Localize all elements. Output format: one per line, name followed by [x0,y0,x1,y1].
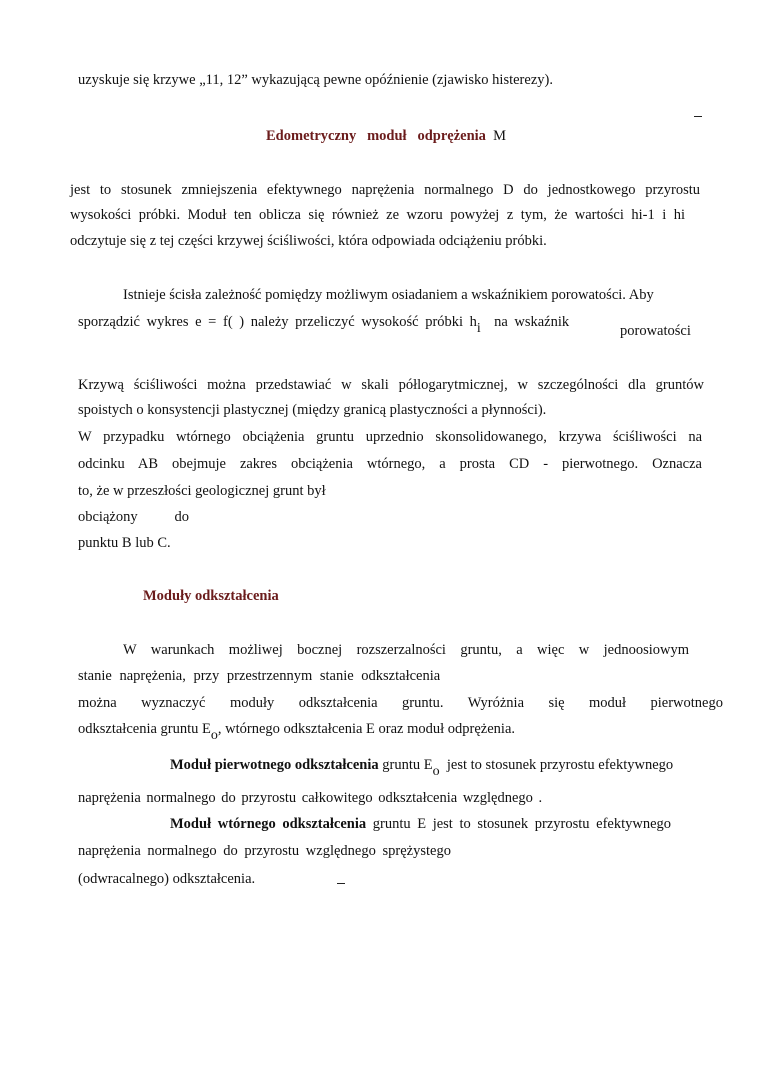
text-fragment: gruntu E [382,757,433,773]
subscript-i: i [476,321,481,336]
section-heading-moduli: Moduły odkształcenia [143,588,279,604]
section-heading-edometric [266,127,506,145]
text-fragment: odkształcenia gruntu E [78,721,211,737]
term-primary-modulus: Moduł pierwotnego odkształcenia [170,757,379,773]
paragraph-line: W warunkach możliwej bocznej rozszerzalności gruntu, a więc w jednoosiowym [123,642,689,658]
paragraph-line: odcinku AB obejmuje zakres obciążenia wtórnego, a prosta CD - pierwotnego. Oznacza [78,456,702,472]
paragraph-line: obciążony do [78,509,189,525]
paragraph-line [78,313,570,336]
symbol-m: M [493,128,507,144]
heading-word: Edometryczny [266,128,357,144]
dash-mark [694,116,702,117]
term-secondary-modulus: Moduł wtórnego odkształcenia [170,816,367,832]
text-fragment: porowatości [620,323,691,339]
paragraph-line: jest to stosunek zmniejszenia efektywnego naprężenia normalnego D do jednostkowego przyrostu [70,182,700,198]
paragraph-line: Krzywą ściśliwości można przedstawiać w skali półlogarytmicznej, w szczególności dla gruntów [78,377,704,393]
text-fragment: na wskaźnik [494,314,570,330]
paragraph-line: stanie naprężenia, przy przestrzennym stanie odkształcenia [78,668,441,684]
paragraph-line: wysokości próbki. Moduł ten oblicza się również ze wzoru powyżej z tym, że wartości hi-1 i hi [70,207,685,223]
paragraph-line: spoistych o konsystencji plastycznej (między granicą plastyczności a płynności). [78,402,547,418]
paragraph-line: punktu B lub C. [78,535,171,551]
dash-mark [337,883,345,884]
paragraph-line [170,815,671,833]
paragraph-line: (odwracalnego) odkształcenia. [78,871,256,887]
paragraph-line [78,720,516,743]
subscript-o: o [210,728,218,743]
text-fragment: , wtórnego odkształcenia E oraz moduł odprężenia. [217,721,516,737]
heading-word: odprężenia [417,128,486,144]
paragraph-line: odczytuje się z tej części krzywej ściśliwości, która odpowiada odciążeniu próbki. [70,233,547,249]
formula-text: sporządzić wykres e = f( ) należy przeliczyć wysokość próbki h [78,314,477,330]
paragraph-line: można wyznaczyć moduły odkształcenia gruntu. Wyróżnia się moduł pierwotnego [78,695,723,711]
text-fragment: jest to stosunek przyrostu efektywnego [446,757,674,773]
paragraph-line: naprężenia normalnego do przyrostu względnego sprężystego [78,843,451,859]
paragraph-line: naprężenia normalnego do przyrostu całkowitego odkształcenia względnego . [78,790,543,806]
paragraph-line: Istnieje ścisła zależność pomiędzy możliwym osiadaniem a wskaźnikiem porowatości. Aby [123,287,654,303]
paragraph-line [170,756,674,779]
text-line: uzyskuje się krzywe „11, 12” wykazującą pewne opóźnienie (zjawisko histerezy). [78,72,553,88]
paragraph-line: W przypadku wtórnego obciążenia gruntu uprzednio skonsolidowanego, krzywa ściśliwości na [78,429,702,445]
subscript-o: o [432,764,440,779]
heading-word: moduł [367,128,407,144]
paragraph-line: to, że w przeszłości geologicznej grunt był [78,483,326,499]
text-fragment: gruntu E jest to stosunek przyrostu efektywnego [372,816,672,832]
